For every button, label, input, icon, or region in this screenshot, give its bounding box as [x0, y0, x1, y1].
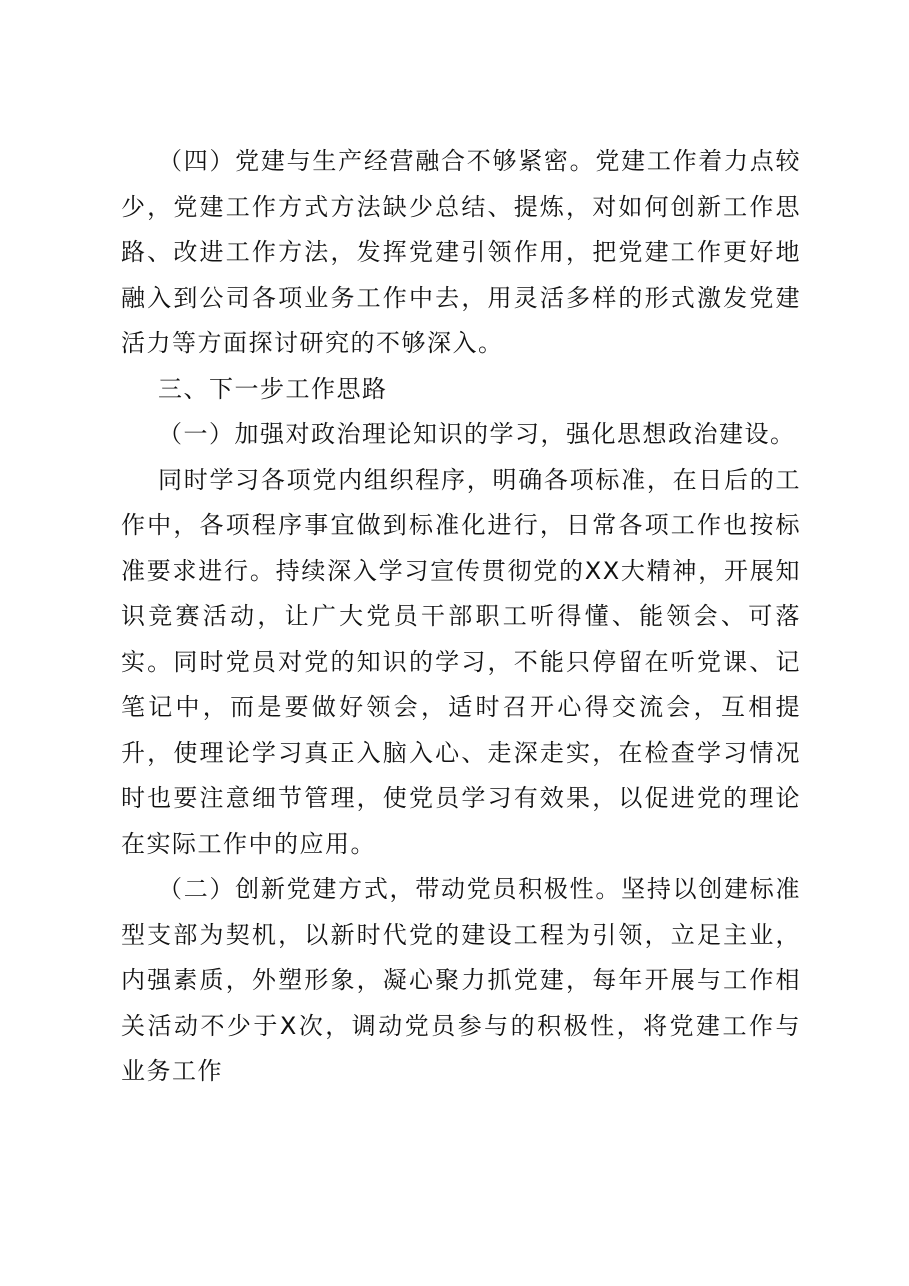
section-heading-next-steps: 三、下一步工作思路: [158, 374, 388, 403]
subheading-political-theory: （一）加强对政治理论知识的学习，强化思想政治建设。: [158, 420, 796, 448]
paragraph-party-integration: （四）党建与生产经营融合不够紧密。党建工作着力点较少，党建工作方式方法缺少总结、提炼，对如何创新工作思路、改进工作方法，发挥党建引领作用，把党建工作更好地融入到公司各项业务工作中去，用灵活多样的形式激发党建活力等方面探讨研究的不够深入。: [121, 147, 801, 357]
paragraph-innovate-party-building: （二）创新党建方式，带动党员积极性。坚持以创建标准型支部为契机，以新时代党的建设工程为引领，立足主业，内强素质，外塑形象，凝心聚力抓党建，每年开展与工作相关活动不少于X次，调动党员参与的积极性，将党建工作与业务工作: [121, 875, 801, 1085]
paragraph-study-procedures: 同时学习各项党内组织程序，明确各项标准，在日后的工作中，各项程序事宜做到标准化进行，日常各项工作也按标准要求进行。持续深入学习宣传贯彻党的XX大精神，开展知识竞赛活动，让广大党员干部职工听得懂、能领会、可落实。同时党员对党的知识的学习，不能只停留在听党课、记笔记中，而是要做好领会，适时召开心得交流会，互相提升，使理论学习真正入脑入心、走深走实，在检查学习情况时也要注意细节管理，使党员学习有效果，以促进党的理论在实际工作中的应用。: [121, 465, 801, 858]
document-body: [121, 139, 801, 1095]
